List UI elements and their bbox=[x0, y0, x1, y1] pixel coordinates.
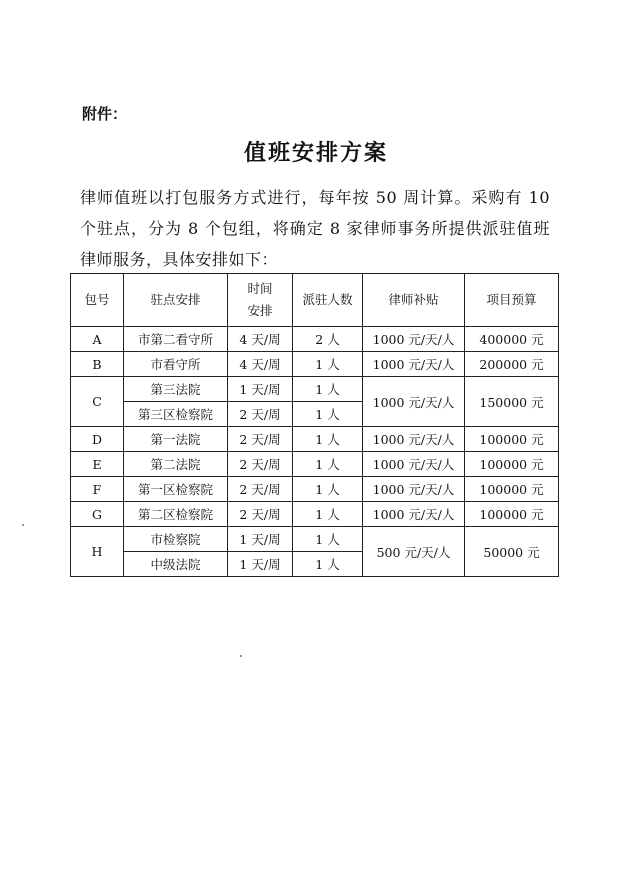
subsidy-cell: 1000 元/天/人 bbox=[363, 377, 465, 427]
table-row bbox=[71, 427, 559, 452]
header-budget: 项目预算 bbox=[465, 274, 559, 327]
subsidy-cell: 500 元/天/人 bbox=[363, 527, 465, 577]
header-subsidy: 律师补贴 bbox=[363, 274, 465, 327]
table-body bbox=[71, 327, 559, 577]
package-cell: H bbox=[71, 527, 124, 577]
people-cell: 1 人 bbox=[293, 402, 363, 427]
header-time bbox=[228, 274, 293, 327]
package-cell: C bbox=[71, 377, 124, 427]
page-title: 值班安排方案 bbox=[243, 141, 388, 166]
table-row bbox=[71, 377, 559, 402]
time-cell: 1 天/周 bbox=[228, 552, 293, 577]
subsidy-cell: 1000 元/天/人 bbox=[363, 352, 465, 377]
scan-speck bbox=[240, 655, 242, 657]
budget-cell: 150000 元 bbox=[465, 377, 559, 427]
time-cell: 1 天/周 bbox=[228, 527, 293, 552]
budget-cell: 100000 元 bbox=[465, 477, 559, 502]
subsidy-cell: 1000 元/天/人 bbox=[363, 427, 465, 452]
site-cell: 市看守所 bbox=[124, 352, 228, 377]
subsidy-cell: 1000 元/天/人 bbox=[363, 477, 465, 502]
site-cell: 第一法院 bbox=[124, 427, 228, 452]
subsidy-cell: 1000 元/天/人 bbox=[363, 327, 465, 352]
subsidy-cell: 1000 元/天/人 bbox=[363, 452, 465, 477]
subsidy-cell: 1000 元/天/人 bbox=[363, 502, 465, 527]
intro-paragraph: 律师值班以打包服务方式进行，每年按 50 周计算。采购有 10 个驻点，分为 8 个包组，将确定 8 家律师事务所提供派驻值班律师服务，具体安排如下： bbox=[80, 188, 550, 269]
time-cell: 4 天/周 bbox=[228, 327, 293, 352]
time-cell: 2 天/周 bbox=[228, 402, 293, 427]
site-cell: 中级法院 bbox=[124, 552, 228, 577]
people-cell: 1 人 bbox=[293, 352, 363, 377]
people-cell: 1 人 bbox=[293, 527, 363, 552]
table-row bbox=[71, 352, 559, 377]
budget-cell: 50000 元 bbox=[465, 527, 559, 577]
table-header-row bbox=[71, 274, 559, 327]
package-cell: F bbox=[71, 477, 124, 502]
people-cell: 1 人 bbox=[293, 452, 363, 477]
time-cell: 2 天/周 bbox=[228, 427, 293, 452]
budget-cell: 100000 元 bbox=[465, 452, 559, 477]
table-row bbox=[71, 452, 559, 477]
site-cell: 第二区检察院 bbox=[124, 502, 228, 527]
people-cell: 1 人 bbox=[293, 477, 363, 502]
budget-cell: 100000 元 bbox=[465, 427, 559, 452]
time-cell: 4 天/周 bbox=[228, 352, 293, 377]
table-row bbox=[71, 477, 559, 502]
table-row bbox=[71, 527, 559, 552]
package-cell: D bbox=[71, 427, 124, 452]
people-cell: 1 人 bbox=[293, 552, 363, 577]
package-cell: B bbox=[71, 352, 124, 377]
time-cell: 1 天/周 bbox=[228, 377, 293, 402]
site-cell: 市检察院 bbox=[124, 527, 228, 552]
attachment-label: 附件： bbox=[82, 105, 128, 123]
site-cell: 第三法院 bbox=[124, 377, 228, 402]
site-cell: 第二法院 bbox=[124, 452, 228, 477]
scan-speck bbox=[22, 524, 24, 526]
table-row bbox=[71, 502, 559, 527]
people-cell: 2 人 bbox=[293, 327, 363, 352]
package-cell: A bbox=[71, 327, 124, 352]
header-package: 包号 bbox=[71, 274, 124, 327]
budget-cell: 100000 元 bbox=[465, 502, 559, 527]
header-time-label: 时间安排 bbox=[247, 281, 273, 318]
budget-cell: 400000 元 bbox=[465, 327, 559, 352]
people-cell: 1 人 bbox=[293, 377, 363, 402]
site-cell: 市第二看守所 bbox=[124, 327, 228, 352]
people-cell: 1 人 bbox=[293, 502, 363, 527]
site-cell: 第一区检察院 bbox=[124, 477, 228, 502]
time-cell: 2 天/周 bbox=[228, 452, 293, 477]
site-cell: 第三区检察院 bbox=[124, 402, 228, 427]
time-cell: 2 天/周 bbox=[228, 477, 293, 502]
table-row bbox=[71, 327, 559, 352]
package-cell: E bbox=[71, 452, 124, 477]
header-site: 驻点安排 bbox=[124, 274, 228, 327]
header-people: 派驻人数 bbox=[293, 274, 363, 327]
people-cell: 1 人 bbox=[293, 427, 363, 452]
time-cell: 2 天/周 bbox=[228, 502, 293, 527]
package-cell: G bbox=[71, 502, 124, 527]
budget-cell: 200000 元 bbox=[465, 352, 559, 377]
duty-schedule-table bbox=[70, 273, 559, 577]
